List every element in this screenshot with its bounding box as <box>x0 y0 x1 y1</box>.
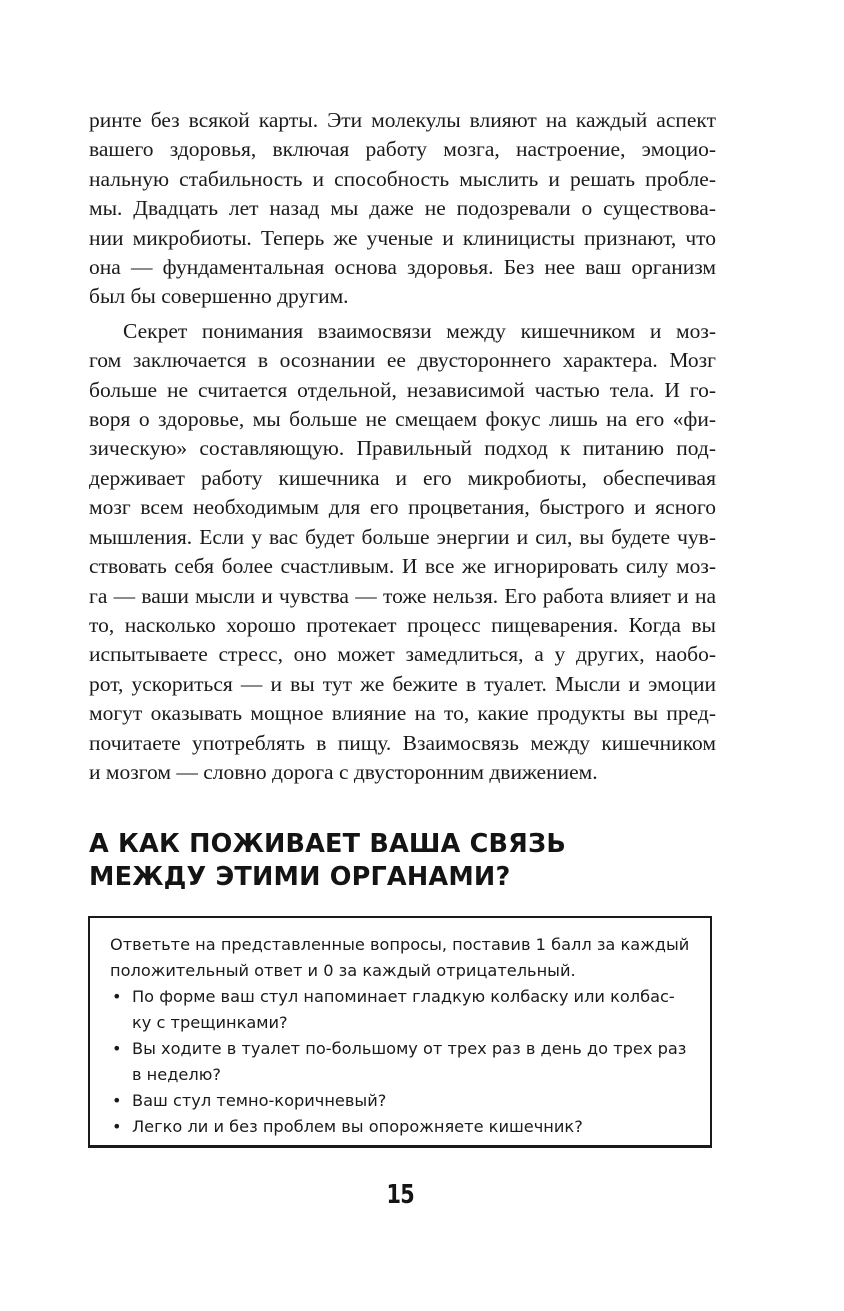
quiz-intro-line: положительный ответ и 0 за каждый отрицательный. <box>110 961 576 980</box>
text-line: га — ваши мысли и чувства — тоже нельзя. Его работа влияет и на <box>89 583 716 608</box>
paragraph-1 <box>89 106 716 312</box>
heading-line-2: МЕЖДУ ЭТИМИ ОРГАНАМИ? <box>89 862 511 892</box>
text-line: нии микробиоты. Теперь же ученые и клиницисты признают, что <box>89 225 716 250</box>
text-line: то, насколько хорошо протекает процесс пищеварения. Когда вы <box>89 612 716 637</box>
quiz-question-list <box>110 984 692 1140</box>
text-line: рот, ускориться — и вы тут же бежите в туалет. Мысли и эмоции <box>89 671 716 696</box>
text-line: был бы совершенно другим. <box>89 284 349 309</box>
quiz-question-3 <box>110 1088 692 1114</box>
text-line: мышления. Если у вас будет больше энергии и сил, вы будете чув- <box>89 524 716 549</box>
bullet-icon: • <box>112 1117 122 1136</box>
paragraph-2 <box>89 317 716 788</box>
text-line: Секрет понимания взаимосвязи между кишечником и моз- <box>123 318 716 343</box>
question-line: ку с трещинками? <box>132 1013 288 1032</box>
quiz-intro <box>110 932 692 984</box>
page-number: 15 <box>386 1180 414 1210</box>
text-line: воря о здоровье, мы больше не смещаем фокус лишь на его «фи- <box>89 407 716 432</box>
text-line: и мозгом — словно дорога с двусторонним движением. <box>89 759 598 784</box>
text-line: держивает работу кишечника и его микробиоты, обеспечивая <box>89 465 716 490</box>
quiz-question-1 <box>110 984 692 1036</box>
quiz-box <box>88 916 712 1148</box>
page-body <box>89 106 716 787</box>
bullet-icon: • <box>112 987 122 1006</box>
text-line: нальную стабильность и способность мыслить и решать пробле- <box>89 166 716 191</box>
heading-line-1: А КАК ПОЖИВАЕТ ВАША СВЯЗЬ <box>89 829 566 859</box>
quiz-intro-line: Ответьте на представленные вопросы, поставив 1 балл за каждый <box>110 935 690 954</box>
text-line: гом заключается в осознании ее двустороннего характера. Мозг <box>89 348 716 373</box>
text-line: мы. Двадцать лет назад мы даже не подозревали о существова- <box>89 196 716 221</box>
text-line: больше не считается отдельной, независимой частью тела. И го- <box>89 377 716 402</box>
question-line: Вы ходите в туалет по-большому от трех раз в день до трех раз <box>132 1039 687 1058</box>
text-line: ствовать себя более счастливым. И все же игнорировать силу моз- <box>89 554 716 579</box>
question-line: Ваш стул темно-коричневый? <box>132 1091 387 1110</box>
section-heading <box>89 828 716 894</box>
text-line: почитаете употреблять в пищу. Взаимосвязь между кишечником <box>89 730 716 755</box>
text-line: она — фундаментальная основа здоровья. Без нее ваш организм <box>89 255 716 280</box>
question-line: Легко ли и без проблем вы опорожняете кишечник? <box>132 1117 583 1136</box>
text-line: вашего здоровья, включая работу мозга, настроение, эмоцио- <box>89 137 716 162</box>
text-line: испытываете стресс, оно может замедлиться, а у других, наобо- <box>89 642 716 667</box>
text-line: мозг всем необходимым для его процветания, быстрого и ясного <box>89 495 716 520</box>
quiz-question-2 <box>110 1036 692 1088</box>
text-line: ринте без всякой карты. Эти молекулы влияют на каждый аспект <box>89 108 716 132</box>
text-line: зическую» составляющую. Правильный подход к питанию под- <box>89 436 716 461</box>
bullet-icon: • <box>112 1039 122 1058</box>
quiz-question-4 <box>110 1114 692 1140</box>
question-line: По форме ваш стул напоминает гладкую колбаску или колбас- <box>132 987 675 1006</box>
bullet-icon: • <box>112 1091 122 1110</box>
question-line: в неделю? <box>132 1065 221 1084</box>
text-line: могут оказывать мощное влияние на то, какие продукты вы пред- <box>89 701 716 726</box>
